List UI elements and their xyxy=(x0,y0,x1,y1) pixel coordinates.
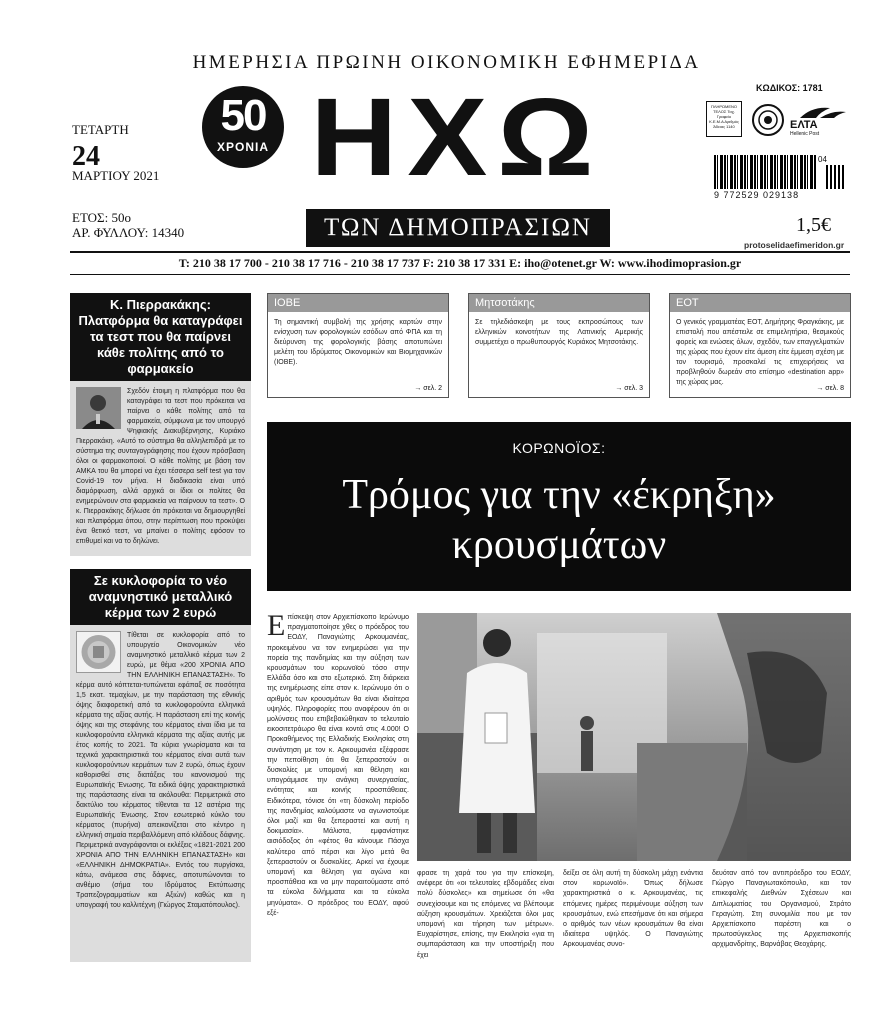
brief-label: Μητσοτάκης xyxy=(469,294,649,312)
postage-paid-stamp: ΠΛΗΡΩΜΕΝΟ ΤΕΛΟΣ Ταχ. Γραφείο Κ.Ε.Μ.Α Αριθμός Άδειας 1140 xyxy=(706,101,742,137)
anniversary-label: ΧΡΟΝΙΑ xyxy=(216,140,269,154)
elta-bird-icon xyxy=(790,106,850,120)
sidebar-story-text: Σχεδόν έτοιμη η πλατφόρμα που θα καταγράφει τα τεστ που πρόκειται να παίρνει ο κάθε πολίτης από τα φαρμακεία, σύμφωνα με τον υπουργό Ψηφιακής Διακυβέρνησης, Κυριάκο Πιερρακάκη. «Αυτό το σύστημα θα αλληλεπιδρά με το σύστημα της συνταγογράφησης που έχουν πρόσβαση όλοι οι φαρμακοποιοί. Ο κάθε πολίτης με βάση τον ΑΜΚΑ του θα μπορεί να έχει τέσσερα self test για τον Covid-19 τον μήνα. Η διαδικασία είναι υπό διαμόρφωση, αλλά αρχικά οι ίδιοι οι πολίτες θα ενημερώνουν στα φαρμακεία να παίρνουν τα τεστ». Ο κ. Πιερρακάκης δήλωσε ότι πρόκειται να δημιουργηθεί και πλατφόρμα όπου, στην περίπτωση που προκύψει ένα θετικό τεστ, να μπαίνει ο πολίτης εφόσον το επιθυμεί και να το δηλώνει. xyxy=(76,388,245,545)
issue-number: ΑΡ. ΦΥΛΛΟΥ: 14340 xyxy=(72,225,185,240)
sidebar-story-title: Κ. Πιερρακάκης: Πλατφόρμα θα καταγράφει τα τεστ που θα παίρνει κάθε πολίτης από το φαρμακείο xyxy=(70,293,251,381)
brief-page-ref: → σελ. 2 xyxy=(414,385,442,392)
sidebar-story-body xyxy=(70,381,251,553)
seal-icon xyxy=(752,104,784,136)
brief-page-ref: → σελ. 8 xyxy=(816,385,844,392)
anniversary-badge xyxy=(202,86,284,168)
newspaper-tagline: ΗΜΕΡΗΣΙΑ ΠΡΩΙΝΗ ΟΙΚΟΝΟΜΙΚΗ ΕΦΗΜΕΡΙΔΑ xyxy=(192,52,701,73)
masthead-subtitle: ΤΩΝ ΔΗΜΟΠΡΑΣΙΩΝ xyxy=(306,209,610,247)
barcode-addon-number: 04 xyxy=(818,155,827,164)
headline-line-1: Τρόμος για την «έκρηξη» xyxy=(342,472,776,518)
drop-cap: Ε xyxy=(267,613,286,642)
headline-line-2: κρουσμάτων xyxy=(451,522,667,568)
source-watermark: protoselidaefimeridon.gr xyxy=(744,240,845,250)
sidebar-story-text: Τίθεται σε κυκλοφορία από το υπουργείο Οικονομικών νέο αναμνηστικό μεταλλικό κέρμα των 2 ευρώ, με θέμα «200 ΧΡΟΝΙΑ ΑΠΟ ΤΗΝ ΕΛΛΗΝΙΚΗ ΕΠΑΝΑΣΤΑΣΗ». Το κέρμα αυτό κόπτεται-τυπώνεται εφάπαξ σε ποσότητα 1,5 εκατ. τεμαχίων, με την παράσταση της εθνικής όψης διαφορετική από τα κυκλοφορούντα ελληνικά κέρματα της αξίας αυτής. Η παράσταση επί της κοινής όψης και της στεφάνης του κέρματος είναι ίδια με τα κυκλοφορούντα ελληνικά κέρματα της αξίας αυτής με έτος κοπής το 2021. Τα κύρια γνωρίσματα και τα τεχνικά χαρακτηριστικά του κέρματος είναι αυτά των κυκλοφορούντων κερμάτων των 2 ευρώ, όπως έχουν καθορισθεί στις διατάξεις του κανονισμού της Ευρωπαϊκής Ένωσης. Τα ειδικά όψης χαρακτηριστικά της παράστασης είναι τα ακόλουθα: Περιμετρικά στο δακτύλιο του κέρματος τίθενται τα 12 αστέρια της Ευρωπαϊκής Ένωσης. Στον εσωτερικό κύκλο του κέρματος (πυρήνα) απεικονίζεται στο κέντρο η ελληνική σημαία περιβαλλόμενη από κλάδους δάφνης. Περιμετρικά αναγράφονται οι εκλέξεις «1821-2021 200 ΧΡΟΝΙΑ ΑΠΟ ΤΗΝ ΕΛΛΗΝΙΚΗ ΕΠΑΝΑΣΤΑΣΗ» και «ΕΛΛΗΝΙΚΗ ΔΗΜΟΚΡΑΤΙΑ». Εντός του πυργίσκα, κάτω, ανάμεσα στις δάφνες, αποτυπώνονται το ανθέμιο (σήμα του Ιδρύματος Εκτύπωσης Τραπεζογραμματίων και Αξιών) καθώς και η υπογραφή του καλλιτέχνη (Γιώργος Σταματόπουλος). xyxy=(76,632,245,909)
masthead-logo: ΗΧΩ xyxy=(310,75,604,199)
sidebar-story-pierrakakis xyxy=(70,293,251,556)
barcode-addon xyxy=(826,165,846,189)
brief-page-ref: → σελ. 3 xyxy=(615,385,643,392)
brief-iobe xyxy=(267,293,449,398)
month-year: ΜΑΡΤΙΟΥ 2021 xyxy=(72,168,160,183)
main-story-column-2: φρασε τη χαρά του για την επίσκεψη, ανέφερε ότι «οι τελευταίες εβδομάδες είναι πολύ δύσκολες» και σημείωσε ότι «θα συνεχίσουμε και τις επόμενες να βλέπουμε αύξηση κρουσμάτων. Χρειάζεται όλοι μας υπομονή και τήρηση των μέτρων». Ευχαρίστησε, επίσης, την Εκκλησία «για τη συμπαράσταση και την υποστήριξη που έχει xyxy=(417,870,554,959)
elta-subtitle: Hellenic Post xyxy=(790,131,820,137)
brief-label: ΙΟΒΕ xyxy=(268,294,448,312)
barcode-number: 9 772529 029138 xyxy=(714,190,800,200)
price: 1,5€ xyxy=(796,214,831,236)
brief-text: Ο γενικός γραμματέας ΕΟΤ, Δημήτρης Φραγκάκης, με επιστολή που απέστειλε σε επιμελητήρια, θεσμικούς φορείς και ενώσεις όλων, σχεδόν, των επαγγελματιών της χώρας που έχουν είτε άμεση είτε έμμεση σχέση με τον τουρισμό, προσκαλεί τις επιχειρήσεις να προβληθούν δωρεάν στο επίσημο «destination app» της χώρας μας. xyxy=(676,319,844,386)
year-of-publication: ΕΤΟΣ: 50ο xyxy=(72,210,131,225)
sidebar-story-body xyxy=(70,625,251,917)
elta-logo xyxy=(790,106,850,138)
coin-photo xyxy=(76,631,121,673)
sidebar-story-coin xyxy=(70,569,251,962)
main-headline-block xyxy=(267,422,851,591)
sidebar-story-title: Σε κυκλοφορία το νέο αναμνηστικό μεταλλικό κέρμα των 2 ευρώ xyxy=(70,569,251,625)
publication-code: ΚΩΔΙΚΟΣ: 1781 xyxy=(756,83,823,93)
column-text: πίσκεψη στον Αρχιεπίσκοπο Ιερώνυμο πραγματοποίησε χθες ο πρόεδρος του ΕΟΔΥ, Παναγιώτης Αρκουμανέας, προκειμένου να τον ενημερώσει για την πορεία της πανδημίας και την αύξηση των κρουσμάτων του κορωνοϊού τόσο στην Ελλάδα όσο και στο εξωτερικό. Στη διάρκεια της ενημέρωσης είπε στον κ. Ιερώνυμο ότι ο αριθμός των κρουσμάτων θα είναι ιδιαίτερα υψηλός. Πληροφορίες που αναφέρουν ότι οι μολύνσεις που επιβεβαιώθηκαν το τελευταίο εικοσιτετράωρο θα είναι κοντά στις 4.000! Ο Προκαθήμενος της Ελλαδικής Εκκλησίας στη συνάντηση με τον κ. Αρκουμανέα εξέφρασε την πεποίθηση ότι θα ξεπεραστούν οι δυσκολίες με υπομονή και θέληση και υπογράμμισε την ανάγκη συνεργασίας, ενότητας και κοινής προσπάθειας. Ειδικότερα, τόνισε ότι «τη δύσκολη περίοδο της πανδημίας καλούμαστε να αγωνιστούμε όλοι μαζί και θα ξεπεραστεί και αυτή η δοκιμασία». Μάλιστα, εμφανίστηκε αισιόδοξος ότι «φέτος θα κάνουμε Πάσχα καλύτερο από πέρσι και λίγο μετά θα ξεπεραστούν οι δυσκολίες. Αρκεί να έχουμε υπομονή και θέληση για αγώνα και προσπάθεια και να μην παραιτούμαστε από τα εύκολα διλήμματα και τα εύκολα μηνύματα». Ο πρόεδρος του ΕΟΔΥ, αφού εξέ- xyxy=(267,614,409,917)
brief-text: Σε τηλεδιάσκεψη με τους εκπροσώπους των ελληνικών κοινοτήτων της Λατινικής Αμερικής συμμετέχει ο πρωθυπουργός Κυριάκος Μητσοτάκης. xyxy=(475,319,643,346)
main-story-column-3: δείξει σε όλη αυτή τη δύσκολη μάχη ενάντια στον κορωνοϊό». Όπως δήλωσε χαρακτηριστικά ο κ. Αρκουμανέας, τις επόμενες ημέρες περιμένουμε αύξηση των κρουσμάτων, ενώ επεσήμανε ότι και σήμερα ο αριθμός των νέων κρουσμάτων θα είναι ιδιαίτερα υψηλός. Ο Παναγιώτης Αρκουμανέας συνο- xyxy=(563,870,703,949)
bottom-rule xyxy=(70,274,850,275)
brief-mitsotakis xyxy=(468,293,650,398)
contact-line: T: 210 38 17 700 - 210 38 17 716 - 210 38 17 737 F: 210 38 17 331 E: iho@otenet.gr W: www.ihodimoprasion.gr xyxy=(178,256,742,270)
portrait-photo xyxy=(76,387,121,429)
anniversary-number: 50 xyxy=(220,91,266,140)
brief-label: ΕΟΤ xyxy=(670,294,850,312)
top-rule xyxy=(70,251,850,253)
hospital-photo xyxy=(417,613,851,861)
brief-eot xyxy=(669,293,851,398)
main-story-column-4: δευόταν από τον αντιπρόεδρο του ΕΟΔΥ, Γιώργο Παναγιωτακόπουλο, και τον επικεφαλής Διεθνών Σχέσεων και Διπλωματίας του Οργανισμού, Στράτο Γεραγώτη. Στη συνομιλία που με τον Αρχιεπίσκοπο παρέστη και ο πρωτοσύγκελος της Αρχιεπισκοπής αρχιμανδρίτης, Βαρνάβας Θεοχάρης. xyxy=(712,870,851,949)
elta-name: ΕΛΤΑ xyxy=(790,119,818,131)
weekday: ΤΕΤΑΡΤΗ xyxy=(72,122,129,137)
day-number: 24 xyxy=(72,141,100,172)
headline-kicker: ΚΟΡΩΝΟΪΟΣ: xyxy=(512,440,606,456)
main-story-column-1 xyxy=(267,613,409,965)
barcode xyxy=(714,155,816,189)
brief-text: Τη σημαντική συμβολή της χρήσης καρτών στην ενίσχυση των φορολογικών εσόδων από ΦΠΑ και τη διεύρυνση της φορολογικής βάσης αποτυπώνει μελέτη του Ιδρύματος Οικονομικών και Βιομηχανικών (ΙΟΒΕ). xyxy=(274,319,442,366)
